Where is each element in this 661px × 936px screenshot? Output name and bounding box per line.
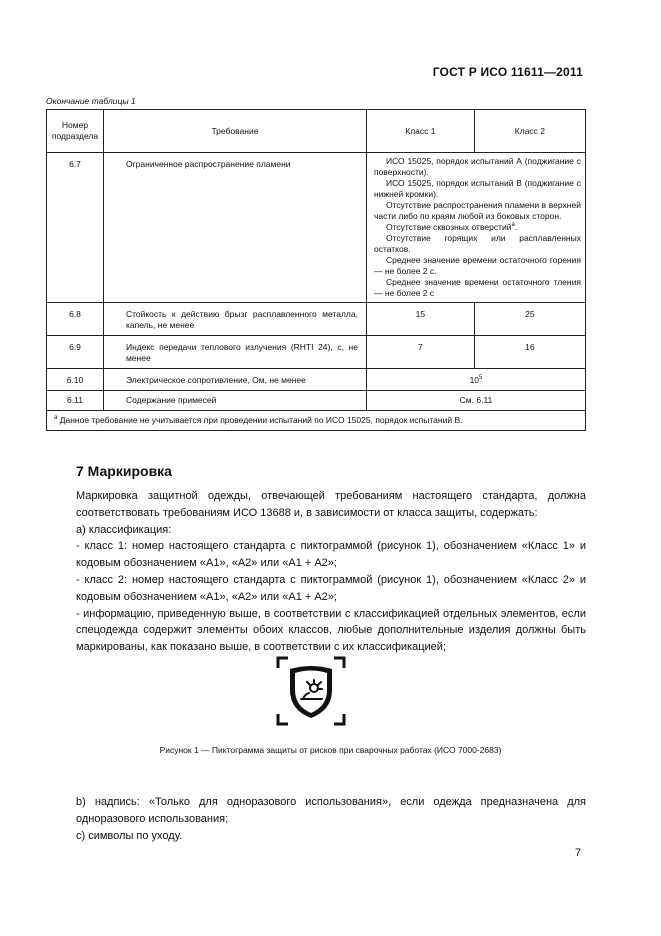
row-num: 6.8 [47,303,104,336]
paragraph: - класс 2: номер настоящего стандарта с пиктограммой (рисунок 1), обозначением «Класс 2» и кодовым обозначением «А1», «А2» или «А1 + А2»; [76,573,586,603]
welding-protection-pictogram-icon [276,656,346,726]
paragraph: Маркировка защитной одежды, отвечающей требованиям настоящего стандарта, должна соответствовать требованиям ИСО 13688 и, в зависимости от класса защиты, содержать: [76,490,586,519]
page-number: 7 [575,847,582,859]
header-requirement: Требование [103,110,366,153]
table-row [47,391,586,411]
table-row [47,153,586,303]
table-row [47,303,586,336]
row-value: $10^5$ [366,369,585,391]
section-heading: 7 Маркировка [76,463,172,479]
section-body-continued [76,794,586,845]
table-row [47,369,586,391]
row-num: 6.7 [47,153,104,303]
header-class1: Класс 1 [366,110,474,153]
row-requirement: Индекс передачи теплового излучения (RHTI 24), с, не менее [103,336,366,369]
row-requirement: Содержание примесей [103,391,366,411]
standard-id: ГОСТ Р ИСО 11611—2011 [432,65,583,79]
row-num: 6.11 [47,391,104,411]
section-body [76,488,586,656]
row-num: 6.9 [47,336,104,369]
row-class1: 15 [366,303,474,336]
paragraph: с) символы по уходу. [76,830,183,842]
row-requirement: Стойкость к действию брызг расплавленного металла, капель, не менее [103,303,366,336]
paragraph: b) надпись: «Только для одноразового использования», если одежда предназначена для одноразового использования; [76,796,586,825]
requirements-table [46,109,586,431]
paragraph: - класс 1: номер настоящего стандарта с пиктограммой (рисунок 1), обозначением «Класс 1» и кодовым обозначением «А1», «А2» или «А1 + А2»; [76,540,586,570]
table-footnote-row [47,411,586,431]
row-requirement: Ограниченное распространение пламени [103,153,366,303]
row-class1: 7 [366,336,474,369]
header-class2: Класс 2 [474,110,585,153]
row-class-values: ИСО 15025, порядок испытаний А (поджигание с поверхности). ИСО 15025, порядок испытаний В (поджигание с нижней кромки). Отсутствие распространения пламени в верхней части либо по краям любой из боковых сторон. Отсутствие сквозных отверстий$^а$. Отсутствие горящих или расплавленных остатков. Среднее значение времени остаточного горения — не более 2 с. Среднее значение времени остаточного тления — не более 2 с [366,153,585,303]
paragraph: - информацию, приведенную выше, в соответствии с классификацией отдельных элементов, если спецодежда содержит элементы обоих классов, любые дополнительные изделия должны быть маркированы, как показано выше, в соответствии с их классификацией; [76,607,586,654]
table-row [47,336,586,369]
row-class2: 16 [474,336,585,369]
table-caption: Окончание таблицы 1 [46,96,136,106]
figure-caption: Рисунок 1 — Пиктограмма защиты от рисков при сварочных работах (ИСО 7000-2683) [159,745,502,755]
row-class2: 25 [474,303,585,336]
row-num: 6.10 [47,369,104,391]
row-requirement: Электрическое сопротивление, Ом, не менее [103,369,366,391]
table-header-row [47,110,586,153]
header-num: Номер подраздела [47,110,104,153]
row-value: См. 6.11 [366,391,585,411]
paragraph: а) классификация: [76,523,172,536]
table-footnote: $^а$ Данное требование не учитывается при проведении испытаний по ИСО 15025, порядок испытаний В. [47,411,586,431]
